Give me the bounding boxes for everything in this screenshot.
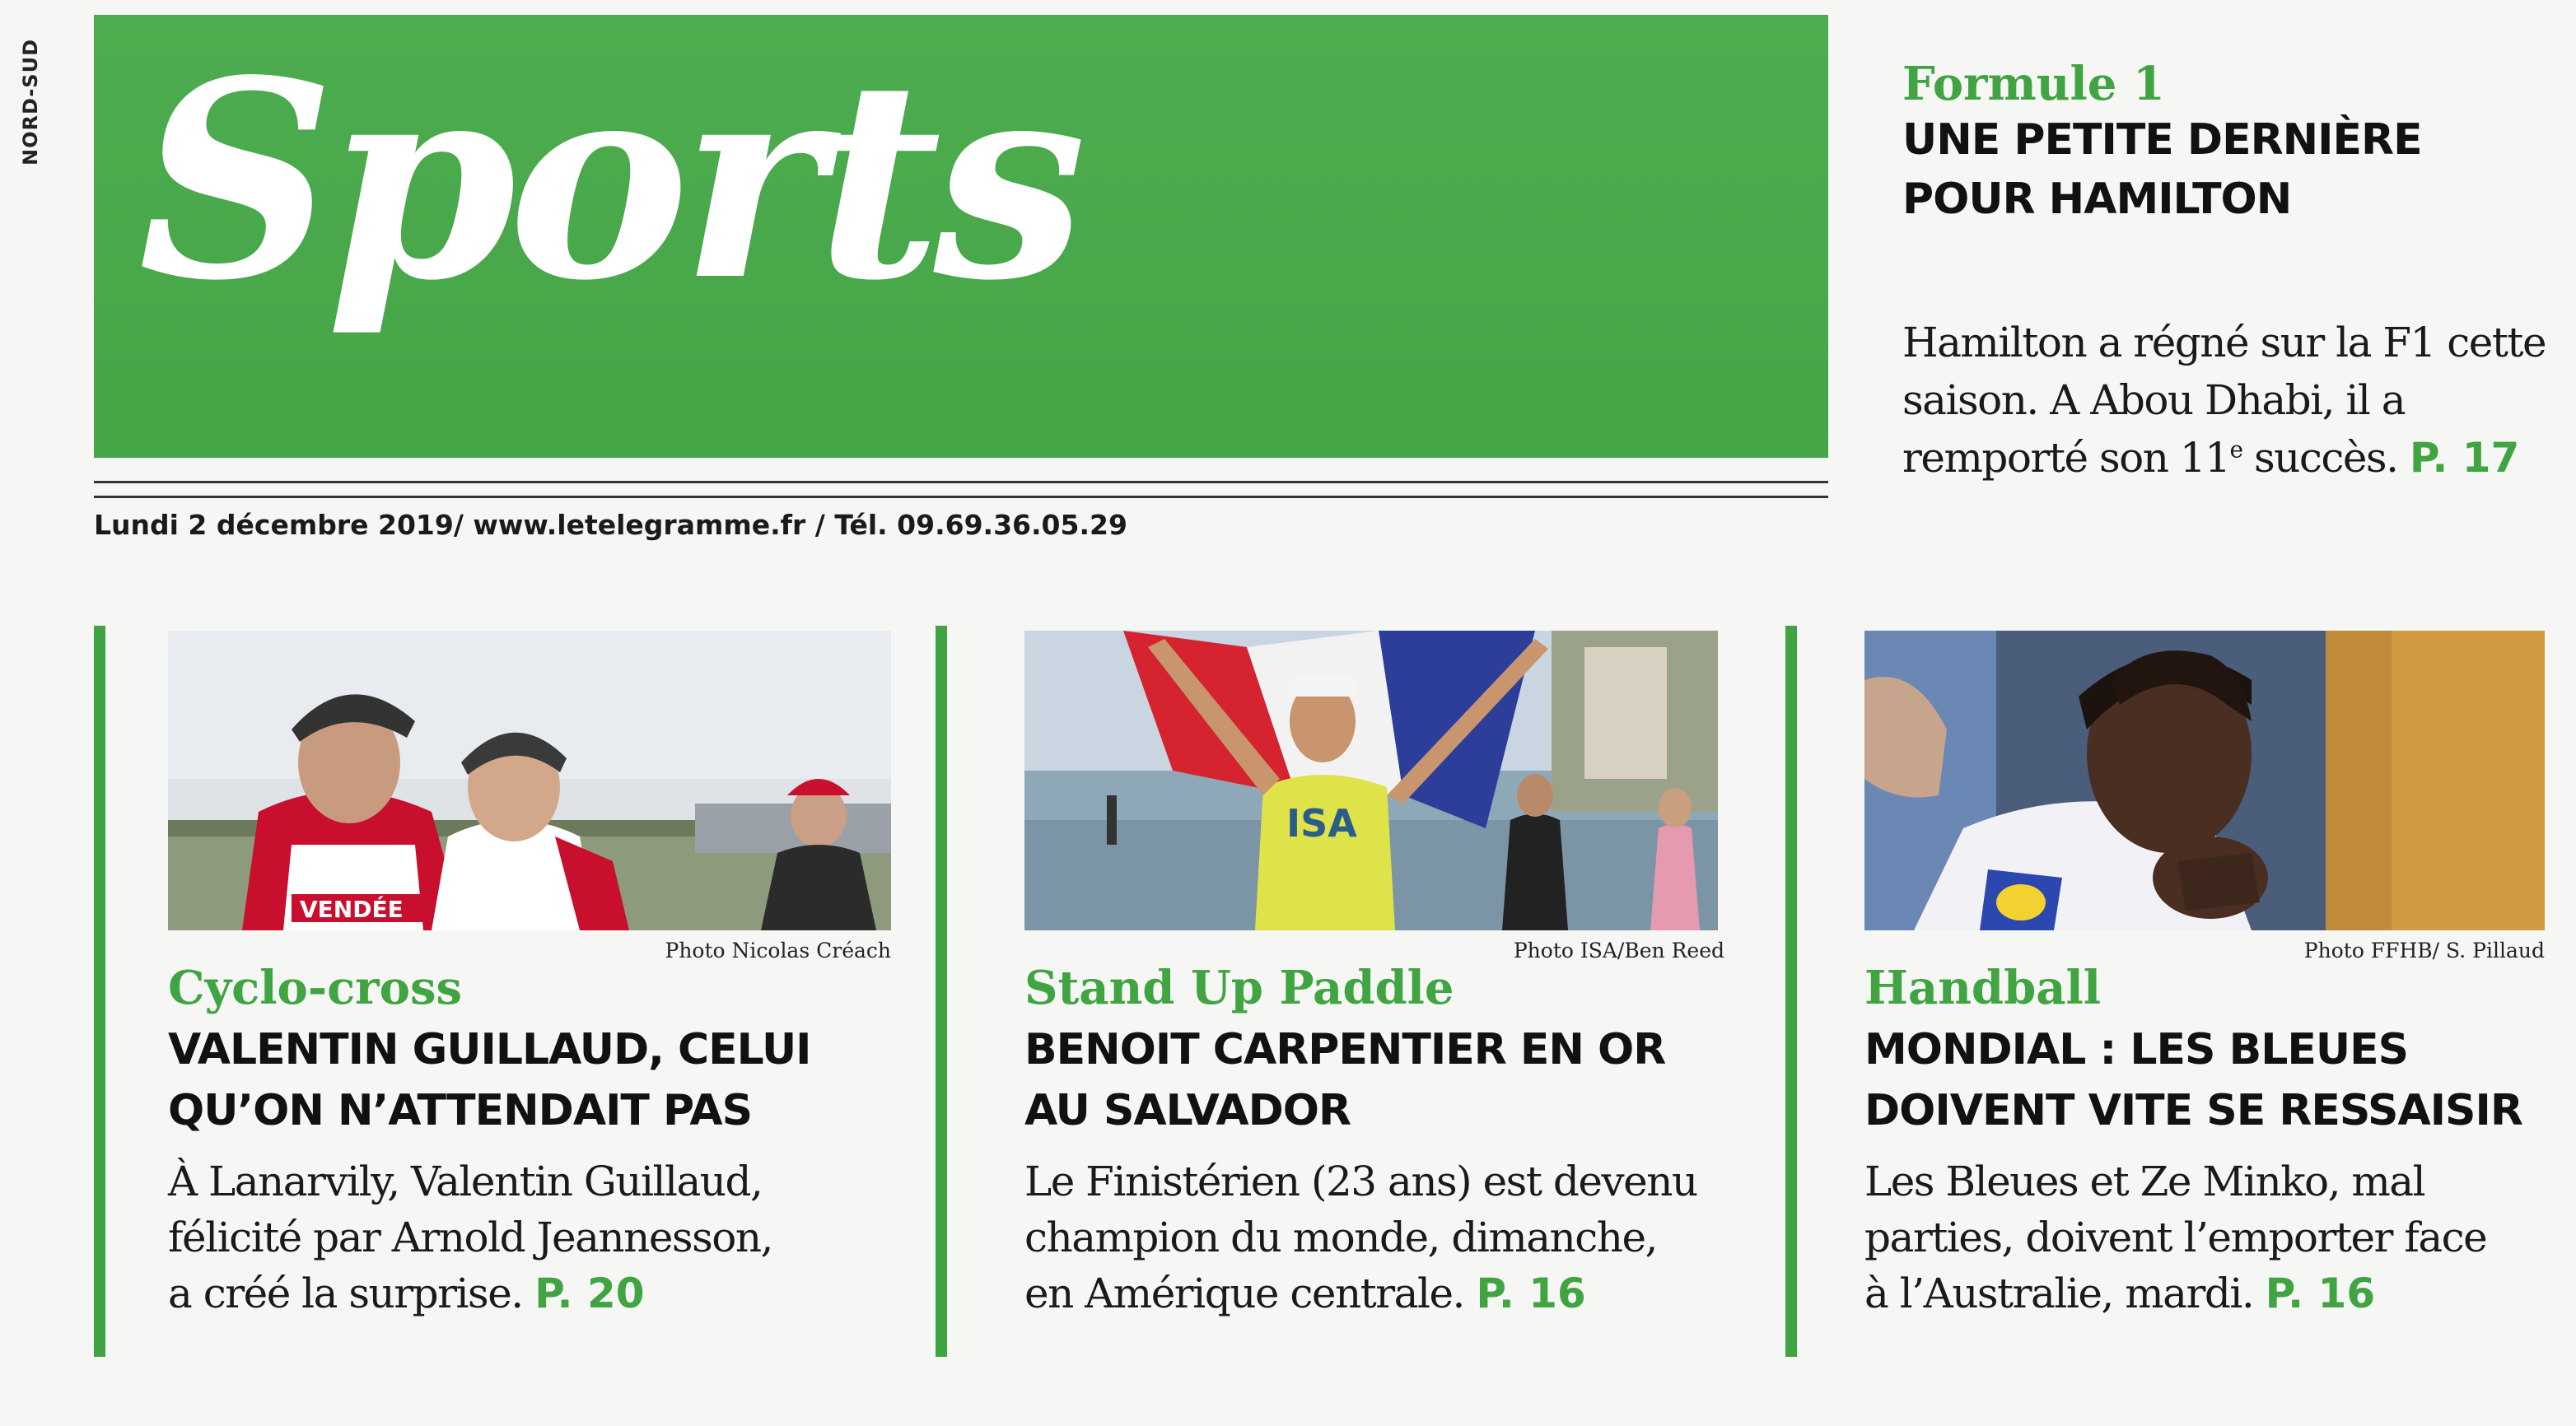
story-column-paddle[interactable] [936,626,1784,1357]
top-story-formule1[interactable] [1902,59,2553,487]
story-headline[interactable] [1024,1019,1790,1143]
story-deck [1902,314,2553,487]
story-headline[interactable] [1902,110,2553,231]
headline-line: MONDIAL : LES BLEUES [1864,1024,2409,1074]
deck-line: champion du monde, dimanche, [1024,1214,1657,1262]
story-kicker: Stand Up Paddle [1024,961,1454,1015]
story-text [1024,963,1790,1321]
headline-line: DOIVENT VITE SE RESSAISIR [1864,1086,2522,1136]
deck-line: en Amérique centrale. [1024,1270,1464,1318]
photo-cyclists [168,631,891,930]
jersey-text: VENDÉE [300,896,404,923]
photo-credit: Photo ISA/Ben Reed [1513,939,1724,962]
deck-line: Le Finistérien (23 ans) est devenu [1024,1158,1697,1206]
deck-text: Hamilton a régné sur la F1 cette saison. A Abou Dhabi, il a remporté son 11 [1902,319,2546,482]
headline-line: POUR HAMILTON [1902,175,2292,225]
deck-tail: succès. [2242,434,2398,482]
headline-line: BENOIT CARPENTIER EN OR [1024,1024,1666,1074]
headline-line: AU SALVADOR [1024,1086,1351,1136]
header-rule-top [94,481,1828,483]
header-rule-bottom [94,496,1828,498]
page-reference[interactable]: P. 16 [2265,1270,2376,1318]
deck-line: parties, doivent l’emporter face [1864,1214,2487,1262]
deck-line: a créé la surprise. [168,1270,523,1318]
dateline: Lundi 2 décembre 2019/ www.letelegramme.fr / Tél. 09.69.36.05.29 [94,509,1127,541]
photo-paddle-champion [1024,631,1718,930]
section-title: Sports [138,21,1079,340]
story-deck [168,1153,942,1321]
deck-line: à l’Australie, mardi. [1864,1270,2254,1318]
story-text [168,963,942,1321]
headline-line: UNE PETITE DERNIÈRE [1902,114,2422,165]
story-deck [1864,1153,2573,1321]
edition-label: NORD-SUD [19,39,42,165]
story-text [1864,963,2573,1321]
story-deck [1024,1153,1790,1321]
shirt-text: ISA [1286,801,1357,846]
story-kicker: Cyclo-cross [168,961,463,1015]
page-reference[interactable]: P. 16 [1476,1270,1586,1318]
headline-line: QU’ON N’ATTENDAIT PAS [168,1086,753,1136]
story-column-cyclocross[interactable] [94,626,942,1357]
story-kicker: Handball [1864,961,2102,1015]
page-reference[interactable]: P. 17 [2409,434,2520,482]
section-banner [94,15,1828,458]
story-headline[interactable] [1864,1019,2573,1143]
photo-credit: Photo Nicolas Créach [665,939,891,962]
deck-line: Les Bleues et Ze Minko, mal [1864,1158,2425,1206]
deck-line: À Lanarvily, Valentin Guillaud, [168,1158,763,1206]
headline-line: VALENTIN GUILLAUD, CELUI [168,1024,811,1074]
photo-credit: Photo FFHB/ S. Pillaud [2303,939,2545,962]
story-column-handball[interactable] [1785,626,2568,1357]
photo-handball-player [1864,631,2545,930]
story-headline[interactable] [168,1019,942,1143]
deck-superscript: e [2229,436,2242,464]
deck-line: félicité par Arnold Jeannesson, [168,1214,772,1262]
story-kicker: Formule 1 [1902,57,2165,111]
page-reference[interactable]: P. 20 [534,1270,645,1318]
